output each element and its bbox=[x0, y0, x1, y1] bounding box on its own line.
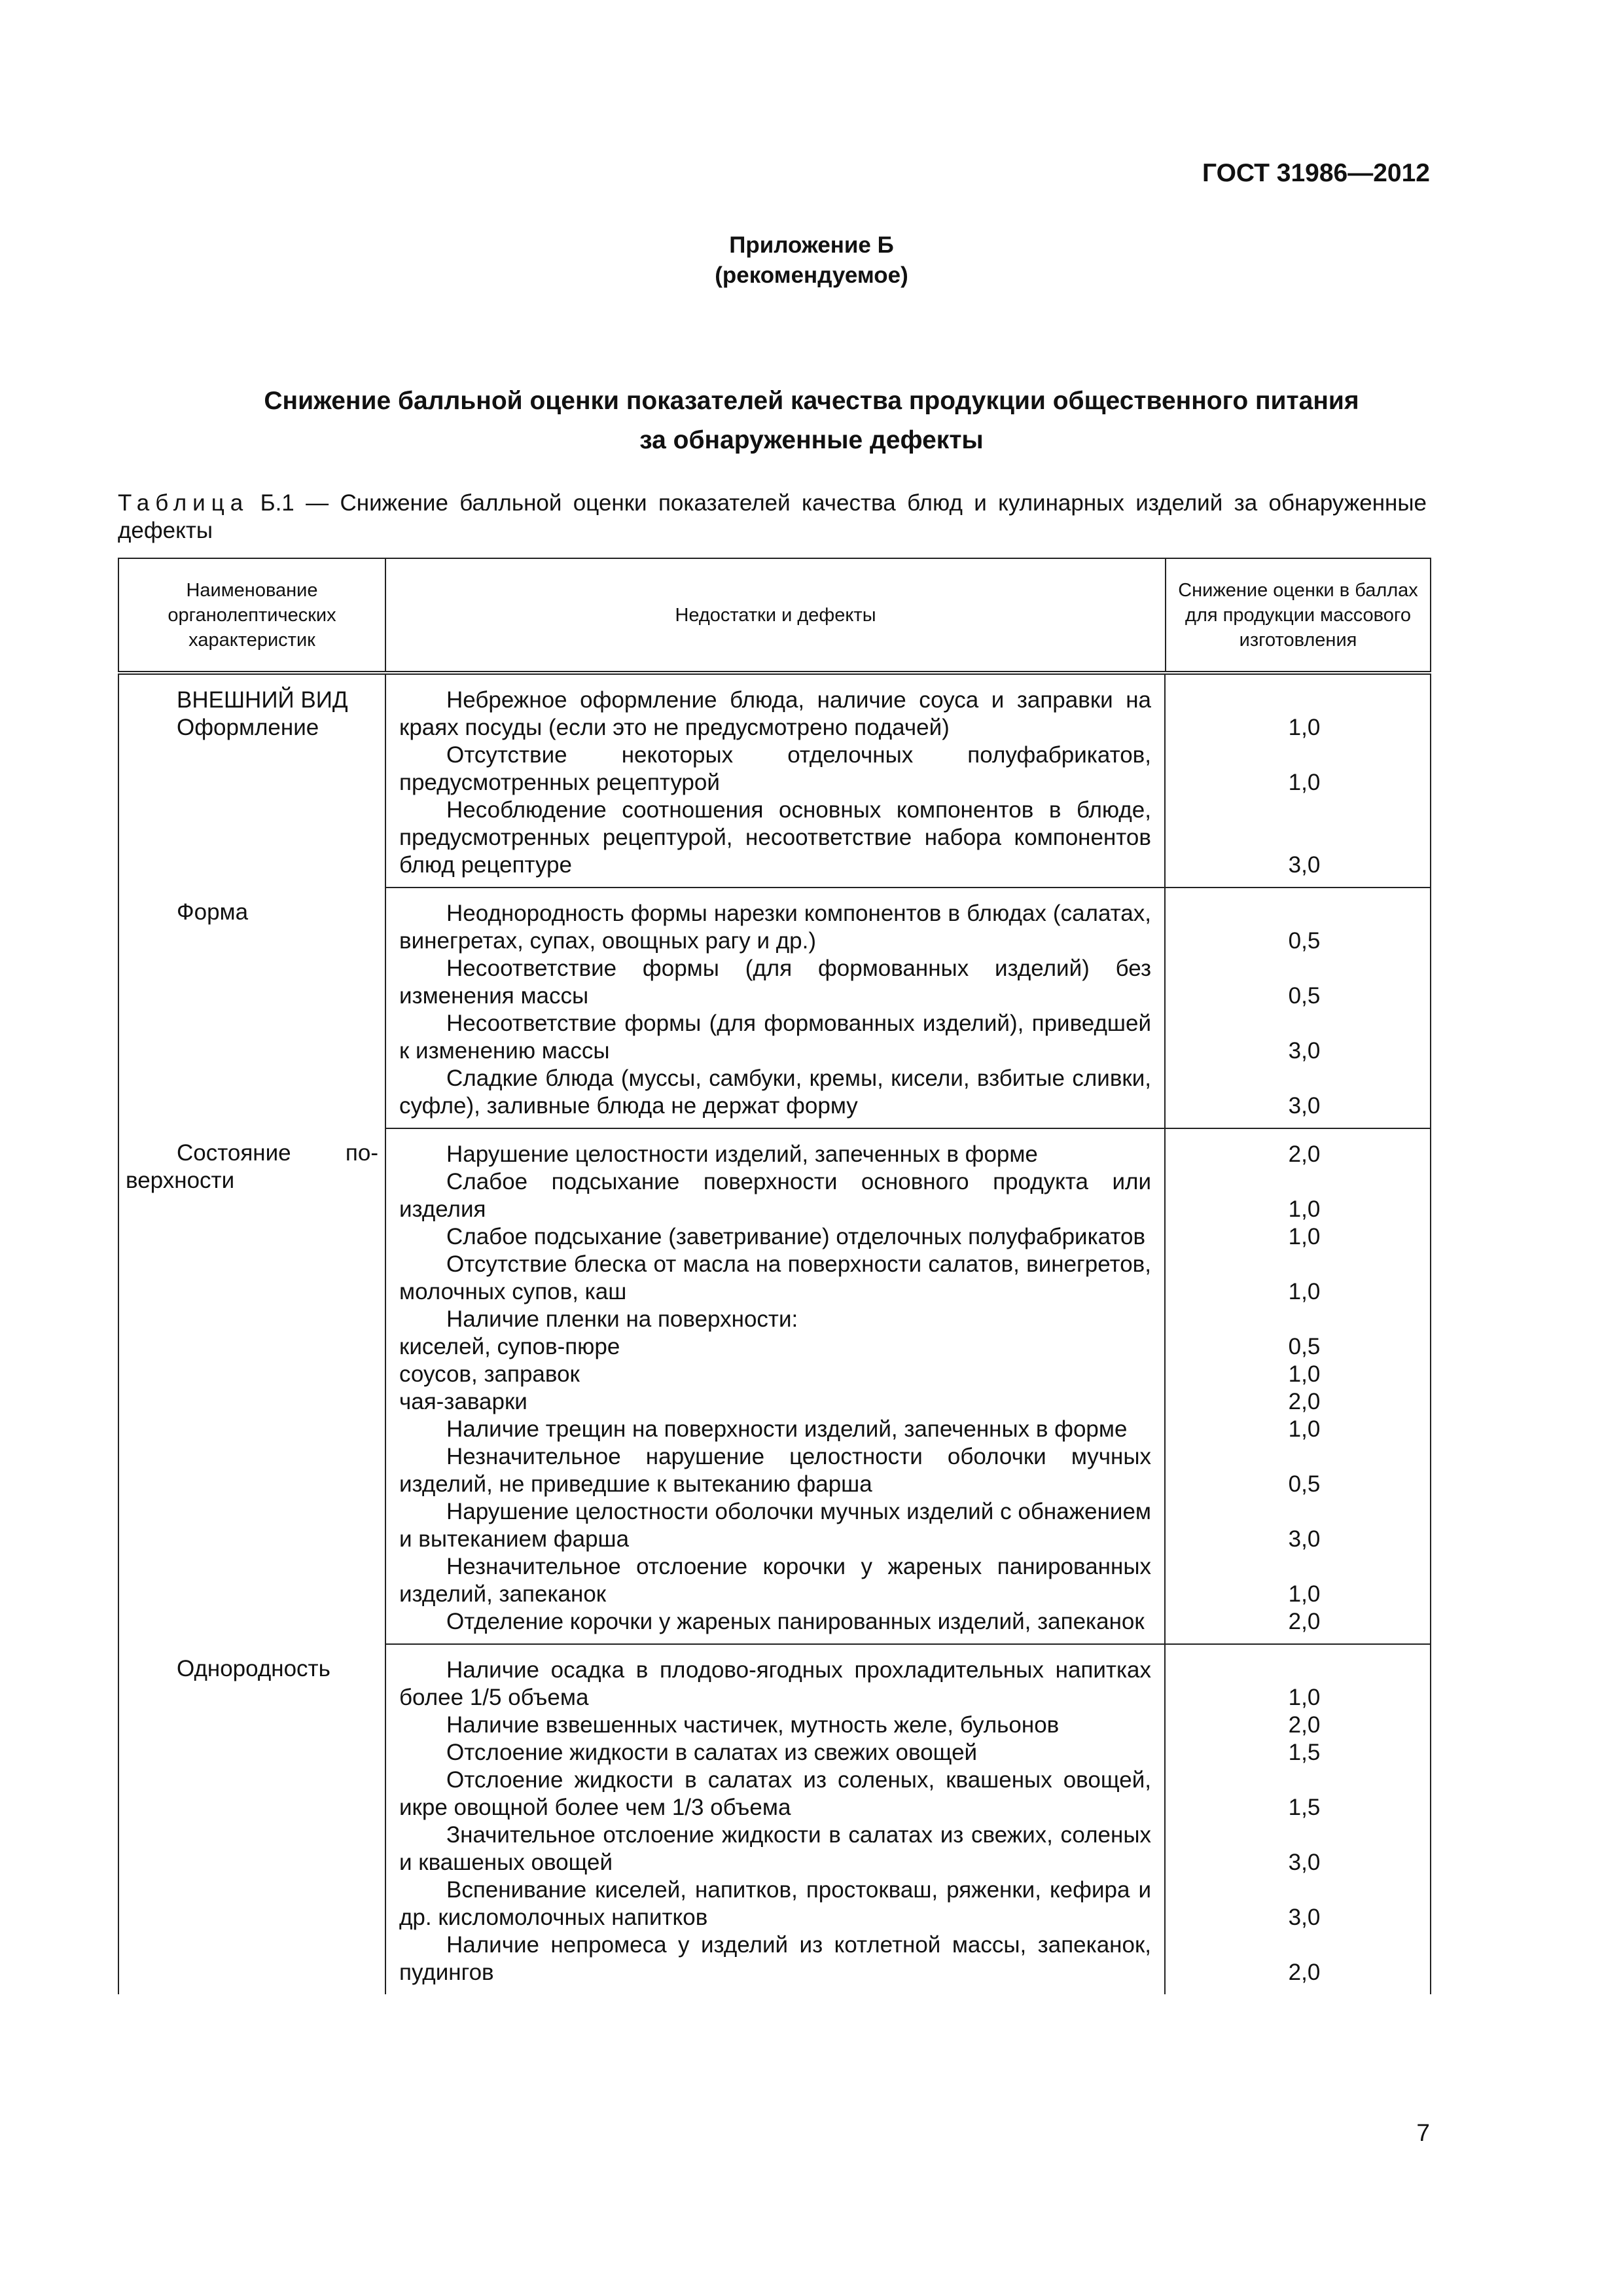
defect-text: Значительное отслоение жидкости в салатах из свежих, соленых и квашеных овощей bbox=[399, 1822, 1151, 1875]
score-value: 1,0 bbox=[1164, 1168, 1430, 1223]
appendix-status: (рекомендуемое) bbox=[715, 262, 908, 288]
defect-text: Незначительное нарушение целостности оболочки мучных изделий, не приведшие к вытеканию фарша bbox=[399, 1444, 1151, 1497]
score-value: 0,5 bbox=[1164, 888, 1430, 955]
group-name: Форма bbox=[177, 899, 249, 925]
group-subname: Оформление bbox=[177, 715, 319, 740]
defects-table bbox=[118, 558, 1431, 1994]
table-row bbox=[386, 742, 1430, 797]
group-name: Однородность bbox=[177, 1656, 330, 1681]
score-value: 1,0 bbox=[1164, 1645, 1430, 1712]
header-defects: Недостатки и дефекты bbox=[385, 559, 1165, 671]
appendix-heading bbox=[0, 230, 1623, 291]
defect-text: Несоблюдение соотношения основных компонентов в блюде, предусмотренных рецептурой, несоответствие набора компонентов блюд рецептуре bbox=[399, 797, 1151, 878]
table-group-shape bbox=[118, 887, 1431, 1128]
group-name-cell bbox=[118, 1643, 385, 1994]
defect-text: чая-заварки bbox=[399, 1389, 527, 1414]
score-value: 3,0 bbox=[1164, 1821, 1430, 1876]
defect-text: соусов, заправок bbox=[399, 1361, 580, 1387]
section-title-line2: за обнаруженные дефекты bbox=[639, 426, 984, 454]
table-row bbox=[386, 1129, 1430, 1168]
defect-text: киселей, супов-пюре bbox=[399, 1334, 620, 1359]
defect-text: Наличие трещин на поверхности изделий, запеченных в форме bbox=[446, 1416, 1128, 1442]
score-value: 2,0 bbox=[1164, 1931, 1430, 1994]
table-row bbox=[386, 888, 1430, 955]
table-row bbox=[386, 675, 1430, 742]
group-rows bbox=[385, 887, 1431, 1128]
group-name: ВНЕШНИЙ ВИД bbox=[177, 687, 348, 713]
group-name-cell bbox=[118, 887, 385, 1128]
table-row bbox=[386, 1333, 1430, 1361]
header-score-reduction: Снижение оценки в баллах для продукции массового изготовления bbox=[1165, 559, 1431, 671]
table-row bbox=[386, 1361, 1430, 1388]
table-row bbox=[386, 1223, 1430, 1251]
score-value: 3,0 bbox=[1164, 1498, 1430, 1553]
table-group-appearance bbox=[118, 675, 1431, 887]
table-row bbox=[386, 1712, 1430, 1739]
table-row bbox=[386, 1388, 1430, 1416]
table-row bbox=[386, 1876, 1430, 1931]
page-number: 7 bbox=[1416, 2119, 1430, 2146]
header-characteristics: Наименование органолептических характеристик bbox=[118, 559, 385, 671]
score-value: 1,0 bbox=[1164, 675, 1430, 742]
score-value: 3,0 bbox=[1164, 1010, 1430, 1065]
document-code: ГОСТ 31986—2012 bbox=[1202, 159, 1430, 187]
table-group-uniformity bbox=[118, 1643, 1431, 1994]
defect-text: Несоответствие формы (для формованных изделий), приведшей к изменению массы bbox=[399, 1011, 1151, 1064]
defect-text: Наличие непромеса у изделий из котлетной массы, запеканок, пудингов bbox=[399, 1932, 1151, 1985]
score-value: 3,0 bbox=[1164, 797, 1430, 887]
defect-text: Отсутствие блеска от масла на поверхности салатов, винегретов, молочных супов, каш bbox=[399, 1251, 1151, 1304]
table-row bbox=[386, 1608, 1430, 1643]
defect-text: Слабое подсыхание поверхности основного продукта или изделия bbox=[399, 1169, 1151, 1222]
table-group-surface bbox=[118, 1128, 1431, 1643]
score-value bbox=[1164, 1306, 1430, 1333]
group-name-part1: Состояние bbox=[177, 1140, 291, 1166]
group-name bbox=[126, 1139, 378, 1167]
defect-text: Неоднородность формы нарезки компонентов в блюдах (салатах, винегретах, супах, овощных рагу и др.) bbox=[399, 901, 1151, 954]
defect-text: Нарушение целостности оболочки мучных изделий с обнажением и вытеканием фарша bbox=[399, 1499, 1151, 1552]
score-value: 1,0 bbox=[1164, 1553, 1430, 1608]
defect-text: Небрежное оформление блюда, наличие соуса и заправки на краях посуды (если это не предусмотрено подачей) bbox=[399, 687, 1151, 740]
defect-text: Несоответствие формы (для формованных изделий) без изменения массы bbox=[399, 956, 1151, 1009]
table-row bbox=[386, 1553, 1430, 1608]
defect-text: Наличие осадка в плодово-ягодных прохладительных напитках более 1/5 объема bbox=[399, 1657, 1151, 1710]
defect-text: Слабое подсыхание (заветривание) отделочных полуфабрикатов bbox=[446, 1224, 1146, 1249]
score-value: 3,0 bbox=[1164, 1065, 1430, 1128]
group-rows bbox=[385, 1643, 1431, 1994]
table-row bbox=[386, 1416, 1430, 1443]
score-value: 0,5 bbox=[1164, 1443, 1430, 1498]
group-rows bbox=[385, 1128, 1431, 1643]
table-header-row bbox=[118, 558, 1431, 675]
table-row bbox=[386, 797, 1430, 887]
table-row bbox=[386, 1168, 1430, 1223]
score-value: 1,0 bbox=[1164, 1416, 1430, 1443]
table-caption-label: Таблица bbox=[118, 490, 249, 516]
defect-text: Незначительное отслоение корочки у жареных панированных изделий, запеканок bbox=[399, 1554, 1151, 1607]
score-value: 1,5 bbox=[1164, 1739, 1430, 1767]
score-value: 2,0 bbox=[1164, 1129, 1430, 1168]
score-value: 0,5 bbox=[1164, 1333, 1430, 1361]
table-row bbox=[386, 1010, 1430, 1065]
score-value: 1,0 bbox=[1164, 1361, 1430, 1388]
group-name-continuation: верхности bbox=[126, 1168, 235, 1193]
table-row bbox=[386, 1251, 1430, 1306]
table-caption-text: Б.1 — Снижение балльной оценки показателей качества блюд и кулинарных изделий за обнаруженные дефекты bbox=[118, 490, 1427, 543]
table-row bbox=[386, 1498, 1430, 1553]
group-name-part2: по- bbox=[345, 1140, 378, 1166]
group-name-cell bbox=[118, 675, 385, 887]
defect-text: Сладкие блюда (муссы, самбуки, кремы, кисели, взбитые сливки, суфле), заливные блюда не держат форму bbox=[399, 1066, 1151, 1119]
score-value: 0,5 bbox=[1164, 955, 1430, 1010]
score-value: 2,0 bbox=[1164, 1712, 1430, 1739]
group-rows bbox=[385, 675, 1431, 887]
table-row bbox=[386, 1645, 1430, 1712]
defect-text: Отсутствие некоторых отделочных полуфабрикатов, предусмотренных рецептурой bbox=[399, 742, 1151, 795]
score-value: 2,0 bbox=[1164, 1388, 1430, 1416]
table-row bbox=[386, 1443, 1430, 1498]
score-value: 2,0 bbox=[1164, 1608, 1430, 1643]
score-value: 1,5 bbox=[1164, 1767, 1430, 1821]
defect-text: Отслоение жидкости в салатах из свежих овощей bbox=[446, 1740, 978, 1765]
score-value: 1,0 bbox=[1164, 742, 1430, 797]
defect-text: Отслоение жидкости в салатах из соленых, квашеных овощей, икре овощной более чем 1/3 объема bbox=[399, 1767, 1151, 1820]
table-row bbox=[386, 1739, 1430, 1767]
defect-text: Вспенивание киселей, напитков, простокваш, ряженки, кефира и др. кисломолочных напитков bbox=[399, 1877, 1151, 1930]
defect-text: Отделение корочки у жареных панированных изделий, запеканок bbox=[446, 1609, 1145, 1634]
group-name-cell bbox=[118, 1128, 385, 1643]
table-row bbox=[386, 1821, 1430, 1876]
defect-text: Нарушение целостности изделий, запеченных в форме bbox=[446, 1141, 1038, 1167]
appendix-title: Приложение Б bbox=[729, 232, 894, 258]
section-title-line1: Снижение балльной оценки показателей качества продукции общественного питания bbox=[264, 387, 1359, 415]
table-row bbox=[386, 1065, 1430, 1128]
defect-text: Наличие взвешенных частичек, мутность желе, бульонов bbox=[446, 1712, 1060, 1738]
table-row bbox=[386, 1767, 1430, 1821]
defect-text: Наличие пленки на поверхности: bbox=[446, 1306, 798, 1332]
score-value: 1,0 bbox=[1164, 1251, 1430, 1306]
table-row bbox=[386, 955, 1430, 1010]
section-title bbox=[0, 382, 1623, 460]
score-value: 1,0 bbox=[1164, 1223, 1430, 1251]
table-row bbox=[386, 1306, 1430, 1333]
table-row bbox=[386, 1931, 1430, 1994]
score-value: 3,0 bbox=[1164, 1876, 1430, 1931]
table-caption bbox=[118, 490, 1427, 545]
